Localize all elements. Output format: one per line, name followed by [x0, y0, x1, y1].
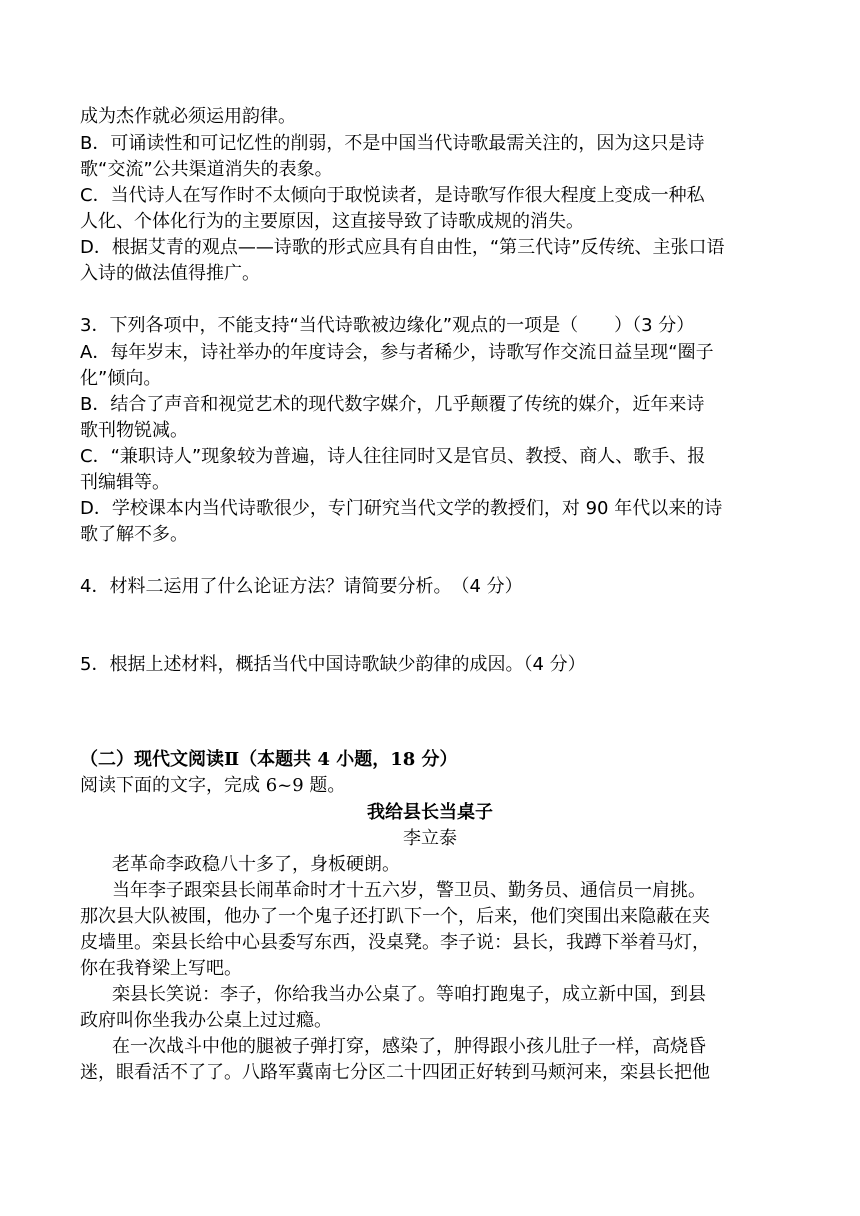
q3-option-a-line2: 化”倾向。	[80, 368, 162, 389]
q3-option-b-line1: B．结合了声音和视觉艺术的现代数字媒介，几乎颠覆了传统的媒介，近年来诗	[80, 394, 705, 415]
q3-stem: 3．下列各项中，不能支持“当代诗歌被边缘化”观点的一项是（ ）（3 分）	[80, 315, 695, 336]
q3-option-d-line1: D．学校课本内当代诗歌很少，专门研究当代文学的教授们，对 90 年代以来的诗	[80, 498, 723, 519]
q3-option-c-line2: 刊编辑等。	[80, 472, 170, 493]
story-paragraph-2-line4: 你在我脊梁上写吧。	[80, 958, 242, 979]
story-paragraph-2-line2: 那次县大队被围，他办了一个鬼子还打趴下一个，后来，他们突围出来隐蔽在夹	[80, 906, 710, 927]
q2-option-c-line1: C．当代诗人在写作时不太倾向于取悦读者，是诗歌写作很大程度上变成一种私	[80, 185, 705, 206]
story-paragraph-3-line1: 栾县长笑说：李子，你给我当办公桌了。等咱打跑鬼子，成立新中国，到县	[112, 984, 706, 1005]
q3-option-a-line1: A．每年岁末，诗社举办的年度诗会，参与者稀少，诗歌写作交流日益呈现“圈子	[80, 342, 714, 363]
q4-stem: 4．材料二运用了什么论证方法？请简要分析。 （4 分）	[80, 576, 523, 597]
story-author: 李立泰	[403, 828, 457, 849]
q2-option-b-line1: B．可诵读性和可记忆性的削弱，不是中国当代诗歌最需关注的，因为这只是诗	[80, 133, 705, 154]
story-paragraph-2-line1: 当年李子跟栾县长闹革命时才十五六岁，警卫员、勤务员、通信员一肩挑。	[112, 880, 706, 901]
q2-option-b-line2: 歌“交流”公共渠道消失的表象。	[80, 159, 333, 180]
section2-heading: （二）现代文阅读Ⅱ（本题共 4 小题，18 分）	[80, 749, 458, 770]
q3-option-c-line1: C．“兼职诗人”现象较为普遍，诗人往往同时又是官员、教授、商人、歌手、报	[80, 446, 706, 467]
q2-option-d-line1: D．根据艾青的观点——诗歌的形式应具有自由性，“第三代诗”反传统、主张口语	[80, 237, 725, 258]
story-paragraph-4-line2: 迷，眼看活不了了。八路军冀南七分区二十四团正好转到马颊河来，栾县长把他	[80, 1062, 710, 1083]
q3-option-d-line2: 歌了解不多。	[80, 524, 188, 545]
section2-instruction: 阅读下面的文字，完成 6~9 题。	[80, 775, 346, 796]
story-paragraph-3-line2: 政府叫你坐我办公桌上过过瘾。	[80, 1010, 332, 1031]
q2-option-d-line2: 入诗的做法值得推广。	[80, 263, 260, 284]
story-paragraph-1-line1: 老革命李政稳八十多了，身板硬朗。	[112, 854, 400, 875]
story-paragraph-4-line1: 在一次战斗中他的腿被子弹打穿，感染了，肿得跟小孩儿肚子一样，高烧昏	[112, 1036, 706, 1057]
q2-tail-line: 成为杰作就必须运用韵律。	[80, 106, 296, 127]
story-paragraph-2-line3: 皮墙里。栾县长给中心县委写东西，没桌凳。李子说：县长，我蹲下举着马灯，	[80, 932, 710, 953]
q3-option-b-line2: 歌刊物锐减。	[80, 420, 188, 441]
q5-stem: 5．根据上述材料，概括当代中国诗歌缺少韵律的成因。（4 分）	[80, 654, 586, 675]
q2-option-c-line2: 人化、个体化行为的主要原因，这直接导致了诗歌成规的消失。	[80, 211, 584, 232]
story-title: 我给县长当桌子	[367, 802, 493, 823]
